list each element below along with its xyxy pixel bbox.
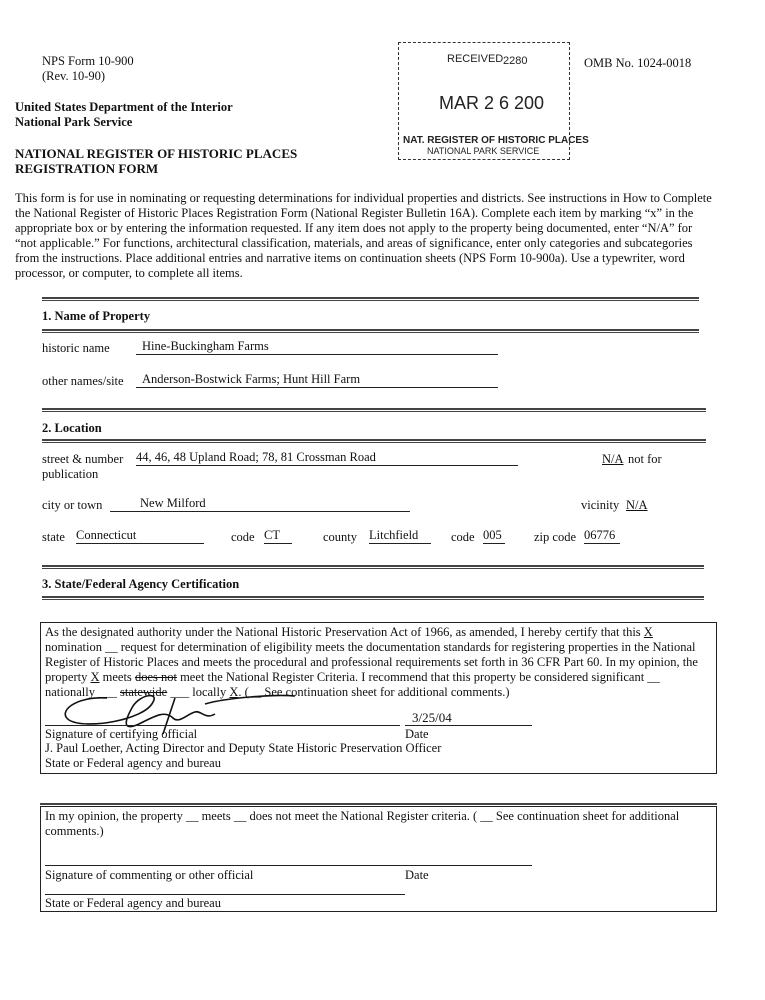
divider (42, 408, 706, 412)
divider (42, 329, 699, 333)
form-title: NATIONAL REGISTER OF HISTORIC PLACES (15, 146, 298, 161)
state-code-value: CT (264, 528, 280, 542)
instructions: This form is for use in nominating or requesting determinations for individual properties and districts. See instructions in How to Complete the National Register of Historic Places Registration Form (National Register Bulletin 16A). Complete each item by marking “x” in the appropriate box or by entering the information requested. If any item does not apply to the property being documented, enter “N/A” for “not applicable.” For functions, architectural classification, materials, and areas of significance, enter only categories and subcategories from the instructions. Place additional entries and narrative items on continuation sheets (NPS Form 10-900a). Use a typewriter, word processor, or computer, to complete all items. (15, 191, 712, 280)
commenting-signature-label: Signature of commenting or other official (45, 868, 254, 882)
stamp-register: NAT. REGISTER OF HISTORIC PLACES (403, 135, 589, 146)
stamp-received: RECEIVED (447, 53, 504, 65)
zip-label: zip code (534, 530, 576, 544)
divider (42, 297, 699, 301)
agency-label: State or Federal agency and bureau (45, 756, 221, 770)
cert-continuation: . (__ See continuation sheet for additional comments.) (238, 685, 510, 699)
cert-statewide: statewide (120, 685, 168, 699)
county-code-label: code (451, 530, 475, 544)
street-label: street & number (42, 452, 124, 466)
date-label: Date (405, 727, 429, 741)
date-line (405, 725, 532, 726)
not-for-publication-label: not for (628, 452, 662, 466)
section-3-heading: 3. State/Federal Agency Certification (42, 577, 240, 591)
opinion-line-2: comments.) (45, 824, 104, 838)
state-code-label: code (231, 530, 255, 544)
received-stamp (398, 42, 589, 160)
cert-does-not-label: does not (134, 670, 177, 684)
vicinity-value[interactable]: N/A (626, 498, 648, 512)
divider (42, 439, 706, 443)
opinion-line-1: In my opinion, the property __ meets __ does not meet the National Register criteria. ( __ See continuation sheet for additional (45, 809, 680, 823)
cert-locally-mark[interactable]: X (229, 685, 239, 699)
historic-name-field[interactable] (136, 339, 498, 355)
vicinity-label: vicinity (581, 498, 620, 512)
cert-locally: ___ locally (170, 685, 227, 699)
other-names-label: other names/site (42, 374, 124, 388)
county-value: Litchfield (369, 528, 419, 542)
signature-label: Signature of certifying official (45, 727, 198, 741)
cert-nationally: nationally ___ (45, 685, 117, 699)
section-1-heading: 1. Name of Property (42, 309, 151, 323)
commenting-agency-line (45, 894, 405, 895)
signature-line (45, 725, 400, 726)
state-code-field[interactable] (264, 528, 292, 544)
cert-meets-label: meets (102, 670, 132, 684)
other-names-value: Anderson-Bostwick Farms; Hunt Hill Farm (142, 372, 361, 386)
stamp-park-service: NATIONAL PARK SERVICE (427, 146, 540, 156)
omb-number: OMB No. 1024-0018 (584, 56, 692, 70)
county-field[interactable] (369, 528, 431, 544)
state-value: Connecticut (76, 528, 137, 542)
other-names-field[interactable] (136, 372, 498, 388)
cert-property-label: property (45, 670, 88, 684)
cert-line-2: nomination __ request for determination of eligibility meets the documentation standards for registering properties in the National (45, 640, 696, 654)
city-field[interactable] (110, 496, 410, 512)
commenting-signature-line (45, 865, 532, 866)
county-code-value: 005 (483, 528, 502, 542)
city-value: New Milford (140, 496, 206, 510)
official-name: J. Paul Loether, Acting Director and Deputy State Historic Preservation Officer (45, 741, 442, 755)
historic-name-label: historic name (42, 341, 110, 355)
commenting-agency-label: State or Federal agency and bureau (45, 896, 221, 910)
section-2-heading: 2. Location (42, 421, 102, 435)
city-label: city or town (42, 498, 103, 512)
department: United States Department of the Interior (15, 100, 233, 114)
street-value: 44, 46, 48 Upland Road; 78, 81 Crossman Road (136, 450, 376, 464)
zip-field[interactable] (584, 528, 620, 544)
stamp-number: 2280 (503, 55, 528, 67)
divider (42, 596, 704, 600)
divider (42, 565, 704, 569)
stamp-date: MAR 2 6 200 (439, 93, 545, 113)
commenting-date-label: Date (405, 868, 429, 882)
form-revision: (Rev. 10-90) (42, 69, 106, 83)
state-field[interactable] (76, 528, 204, 544)
service: National Park Service (15, 115, 133, 129)
cert-line-3: Register of Historic Places and meets the procedural and professional requirements set forth in 36 CFR Part 60. In my opinion, the (45, 655, 698, 669)
historic-name-value: Hine-Buckingham Farms (142, 339, 269, 353)
certification-date-value: 3/25/04 (412, 710, 452, 725)
not-for-publication-value[interactable]: N/A (602, 452, 624, 466)
form-subtitle: REGISTRATION FORM (15, 161, 159, 176)
state-label: state (42, 530, 65, 544)
county-label: county (323, 530, 358, 544)
publication-label: publication (42, 467, 99, 481)
form-number: NPS Form 10-900 (42, 54, 134, 68)
zip-value: 06776 (584, 528, 616, 542)
cert-nomination-mark[interactable]: X (643, 625, 653, 639)
cert-meets-mark[interactable]: X (90, 670, 100, 684)
street-field[interactable] (136, 450, 518, 466)
cert-line-4: meet the National Register Criteria. I recommend that this property be considered significant __ (180, 670, 660, 684)
cert-line-1: As the designated authority under the National Historic Preservation Act of 1966, as amended, I hereby certify that this (45, 625, 641, 639)
certification-text (45, 625, 698, 700)
county-code-field[interactable] (483, 528, 505, 544)
